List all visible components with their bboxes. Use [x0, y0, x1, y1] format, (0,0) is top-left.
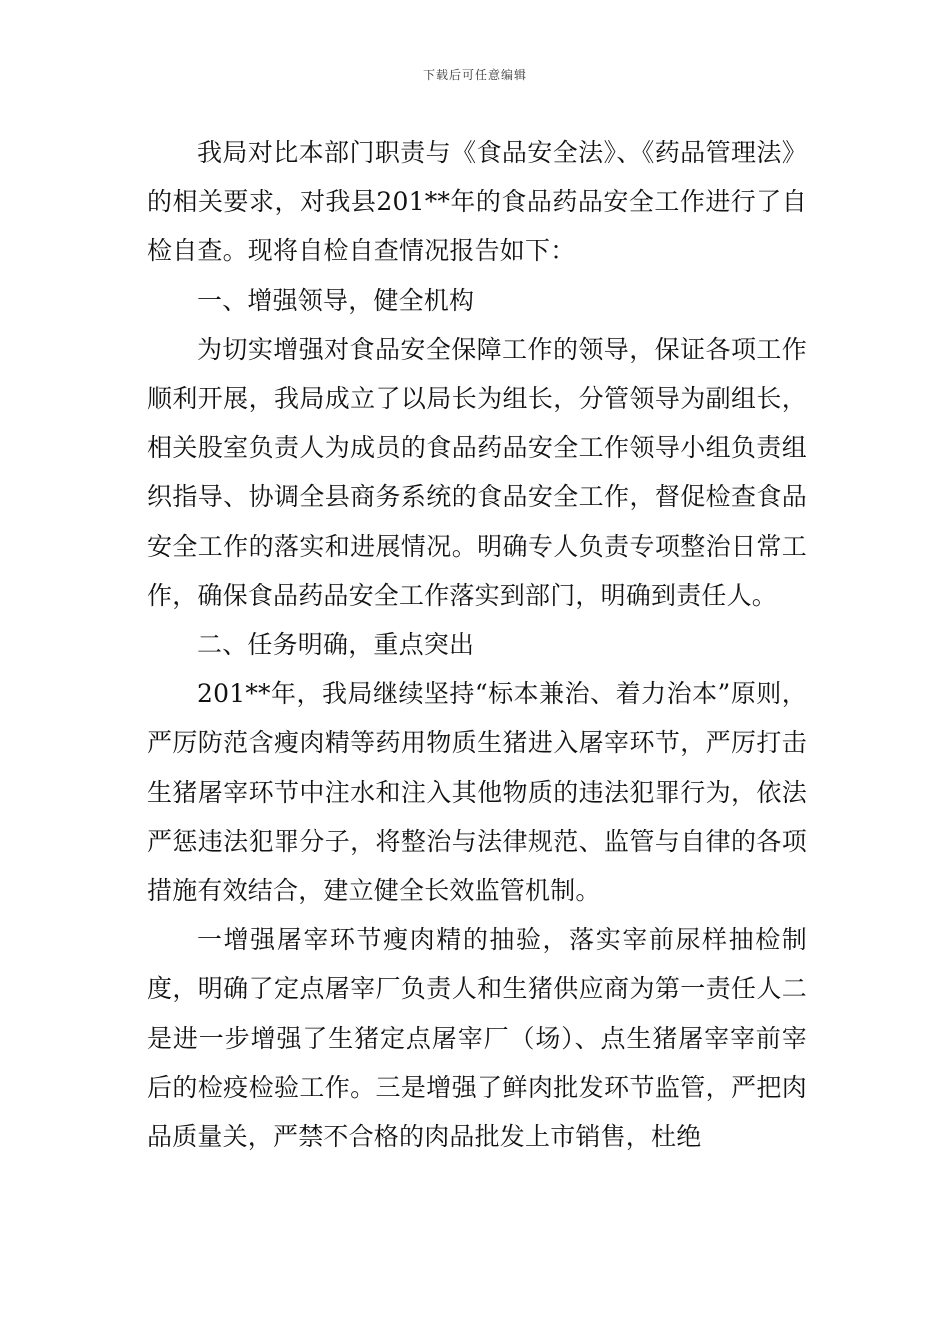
page-header-note: 下载后可任意编辑	[422, 68, 527, 82]
document-body	[147, 128, 807, 1161]
measures-paragraph: 一增强屠宰环节瘦肉精的抽验，落实宰前尿样抽检制度，明确了定点屠宰厂负责人和生猪供应商为第一责任人二是进一步增强了生猪定点屠宰厂（场）、点生猪屠宰宰前宰后的检疫检验工作。三是增强了鲜肉批发环节监管，严把肉品质量关，严禁不合格的肉品批发上市销售，杜绝	[147, 925, 807, 1152]
section-1-paragraph: 为切实增强对食品安全保障工作的领导，保证各项工作顺利开展，我局成立了以局长为组长，分管领导为副组长，相关股室负责人为成员的食品药品安全工作领导小组负责组织指导、协调全县商务系统的食品安全工作，督促检查食品安全工作的落实和进展情况。明确专人负责专项整治日常工作，确保食品药品安全工作落实到部门，明确到责任人。	[147, 334, 807, 610]
section-2-paragraph: 201**年，我局继续坚持“标本兼治、着力治本”原则，严厉防范含瘦肉精等药用物质生猪进入屠宰环节，严厉打击生猪屠宰环节中注水和注入其他物质的违法犯罪行为，依法严惩违法犯罪分子，将整治与法律规范、监管与自律的各项措施有效结合，建立健全长效监管机制。	[147, 679, 807, 906]
section-heading-1: 一、增强领导，健全机构	[197, 285, 475, 315]
intro-paragraph: 我局对比本部门职责与《食品安全法》、《药品管理法》的相关要求，对我县201**年的食品药品安全工作进行了自检自查。现将自检自查情况报告如下：	[147, 138, 807, 266]
section-heading-2: 二、任务明确，重点突出	[197, 630, 475, 660]
